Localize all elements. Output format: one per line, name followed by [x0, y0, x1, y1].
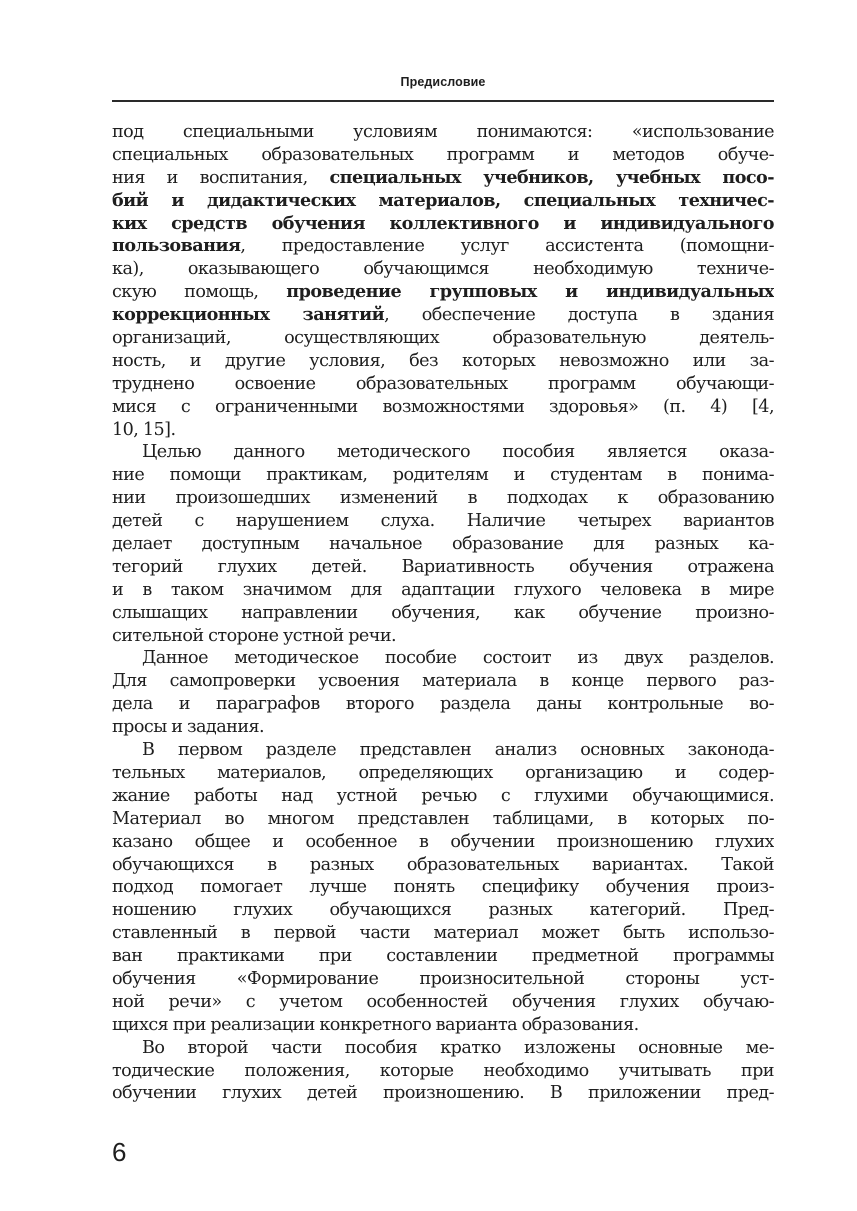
- text-line: [112, 373, 774, 396]
- text-line: [112, 808, 774, 831]
- text-line: [112, 235, 774, 258]
- text-run: слышащих направлении обучения, как обучение произно-: [112, 602, 774, 623]
- text-run: мися с ограниченными возможностями здоровья» (п. 4) [4,: [112, 396, 774, 417]
- text-line: [112, 1037, 774, 1060]
- text-line: [112, 716, 774, 739]
- text-run: тодические положения, которые необходимо учитывать при: [112, 1060, 774, 1081]
- bold-text-run: проведение групповых и индивидуальных: [286, 281, 774, 303]
- text-line: [112, 579, 774, 602]
- text-line: [112, 968, 774, 991]
- text-line: [112, 785, 774, 808]
- text-run: организаций, осуществляющих образовательную деятель-: [112, 328, 774, 349]
- text-line: [112, 945, 774, 968]
- text-line: [112, 991, 774, 1014]
- text-run: нии произошедших изменений в подходах к образованию: [112, 488, 774, 509]
- text-run: Целью данного методического пособия является оказа-: [142, 442, 774, 463]
- text-line: [112, 258, 774, 281]
- running-title: Предисловие: [400, 75, 486, 89]
- text-line: [112, 167, 774, 190]
- text-run: казано общее и особенное в обучении произношению глухих: [112, 831, 774, 852]
- text-run: ность, и другие условия, без которых невозможно или за-: [112, 350, 774, 371]
- text-run: ка), оказывающего обучающимся необходимую техниче-: [112, 259, 774, 280]
- bold-text-run: специальных учебников, учебных посо-: [329, 166, 774, 188]
- text-line: [112, 831, 774, 854]
- text-run: Для самопроверки усвоения материала в конце первого раз-: [112, 671, 774, 692]
- bold-text-run: пользования: [112, 235, 241, 257]
- text-run: просы и задания.: [112, 717, 265, 738]
- text-run: сительной стороне устной речи.: [112, 625, 397, 646]
- text-line: [112, 190, 774, 213]
- text-line: [112, 854, 774, 877]
- bold-text-run: ких средств обучения коллективного и индивидуального: [112, 212, 774, 234]
- text-run: , обеспечение доступа в здания: [384, 305, 774, 326]
- text-line: [112, 556, 774, 579]
- bold-text-run: коррекционных занятий: [112, 304, 385, 326]
- text-line: [112, 419, 774, 442]
- text-line: [112, 396, 774, 419]
- text-run: дела и параграфов второго раздела даны контрольные во-: [112, 694, 774, 715]
- bold-text-run: бий и дидактических материалов, специальных техничес-: [112, 189, 774, 211]
- text-run: подход помогает лучше понять специфику обучения произ-: [112, 877, 774, 898]
- text-run: ние помощи практикам, родителям и студентам в понима-: [112, 465, 774, 486]
- text-line: [112, 487, 774, 510]
- text-run: ной речи» с учетом особенностей обучения глухих обучаю-: [112, 991, 774, 1012]
- text-line: [112, 213, 774, 236]
- text-run: , предоставление услуг ассистента (помощни-: [240, 236, 774, 257]
- text-run: Во второй части пособия кратко изложены основные ме-: [142, 1037, 774, 1058]
- text-line: [112, 144, 774, 167]
- text-run: ния и воспитания,: [112, 167, 330, 188]
- text-run: жание работы над устной речью с глухими обучающимися.: [112, 785, 774, 806]
- text-run: В первом разделе представлен анализ основных законода-: [142, 740, 774, 761]
- header-rule: [112, 100, 774, 102]
- text-run: ван практиками при составлении предметной программы: [112, 946, 774, 967]
- text-line: [112, 1060, 774, 1083]
- text-run: обучающихся в разных образовательных вариантах. Такой: [112, 854, 774, 875]
- text-line: [112, 1014, 774, 1037]
- text-line: [112, 304, 774, 327]
- text-run: Данное методическое пособие состоит из двух разделов.: [142, 648, 774, 669]
- text-run: специальных образовательных программ и методов обуче-: [112, 144, 774, 165]
- text-line: [112, 510, 774, 533]
- text-run: обучении глухих детей произношению. В приложении пред-: [112, 1083, 774, 1104]
- text-run: тегорий глухих детей. Вариативность обучения отражена: [112, 556, 774, 577]
- text-line: [112, 670, 774, 693]
- text-line: [112, 739, 774, 762]
- text-run: щихся при реализации конкретного варианта образования.: [112, 1014, 639, 1035]
- text-line: [112, 922, 774, 945]
- text-run: скую помощь,: [112, 282, 287, 303]
- text-line: [112, 121, 774, 144]
- text-run: под специальными условиям понимаются: «использование: [112, 122, 774, 142]
- text-run: тельных материалов, определяющих организацию и содер-: [112, 762, 774, 783]
- text-line: [112, 464, 774, 487]
- text-run: делает доступным начальное образование для разных ка-: [112, 534, 774, 555]
- text-line: [112, 602, 774, 625]
- text-run: 10, 15].: [112, 419, 176, 440]
- text-run: и в таком значимом для адаптации глухого человека в мире: [112, 579, 774, 600]
- page-number: 6: [112, 1137, 127, 1167]
- text-line: [112, 441, 774, 464]
- text-line: [112, 1082, 774, 1105]
- text-run: ставленный в первой части материал может быть использо-: [112, 923, 774, 944]
- text-run: Материал во многом представлен таблицами, в которых по-: [112, 808, 774, 829]
- text-line: [112, 876, 774, 899]
- text-line: [112, 693, 774, 716]
- text-line: [112, 327, 774, 350]
- body-text: [112, 121, 774, 1105]
- text-line: [112, 350, 774, 373]
- text-run: ношению глухих обучающихся разных категорий. Пред-: [112, 900, 774, 921]
- text-line: [112, 762, 774, 785]
- text-run: обучения «Формирование произносительной стороны уст-: [112, 968, 774, 989]
- text-line: [112, 533, 774, 556]
- text-run: детей с нарушением слуха. Наличие четырех вариантов: [112, 511, 774, 532]
- text-line: [112, 625, 774, 648]
- text-line: [112, 647, 774, 670]
- text-run: труднено освоение образовательных программ обучающи-: [112, 373, 774, 394]
- text-line: [112, 899, 774, 922]
- text-line: [112, 281, 774, 304]
